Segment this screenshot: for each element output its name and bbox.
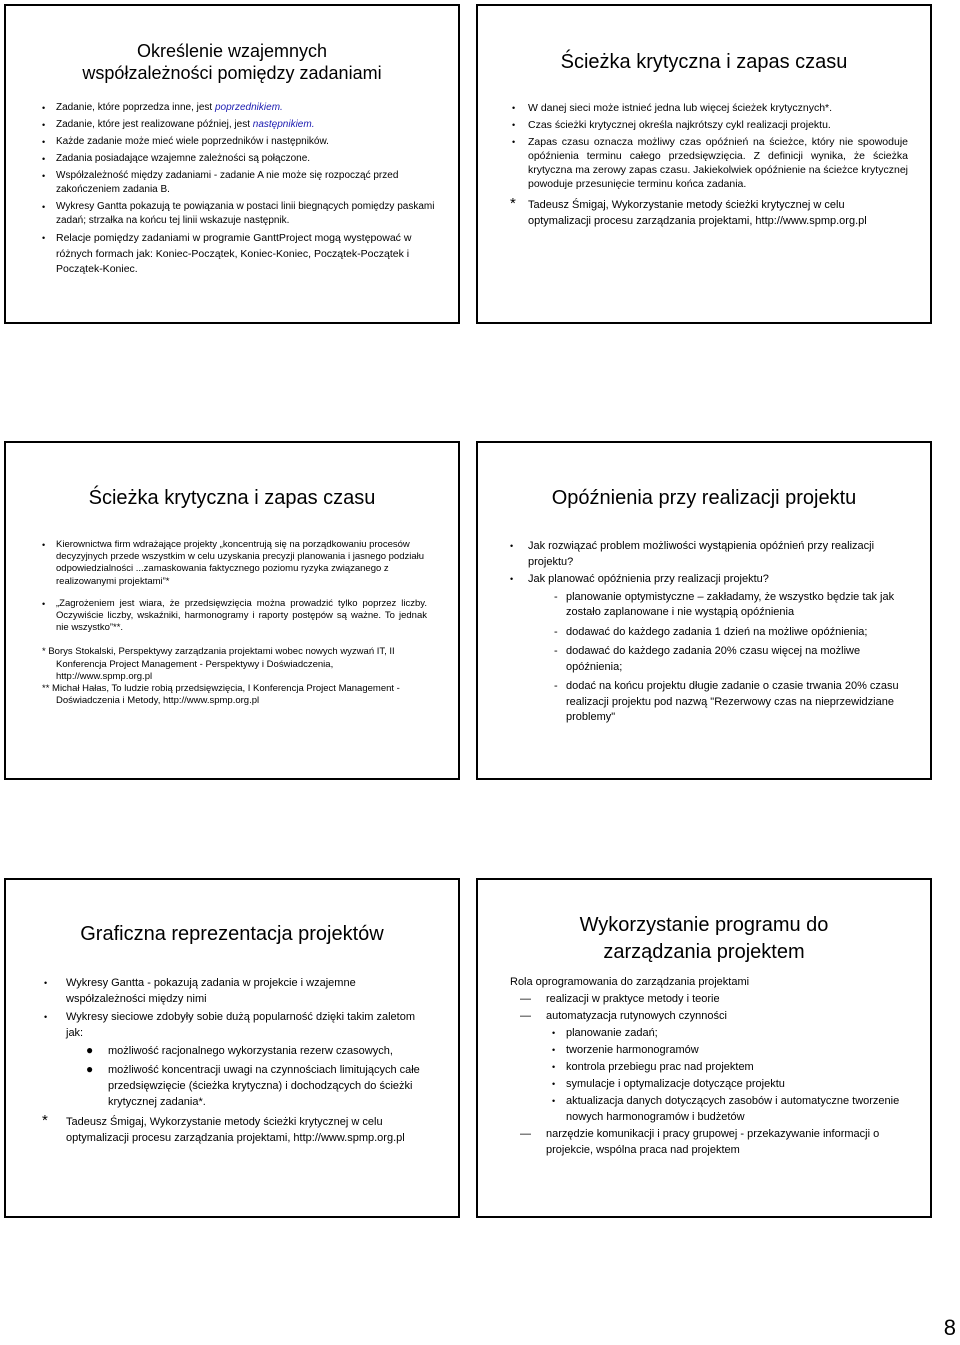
slide-body — [510, 974, 910, 1159]
list-item — [508, 590, 908, 621]
bullet-text: tworzenie harmonogramów — [566, 1044, 699, 1056]
bullet-icon: • — [552, 1045, 556, 1055]
list-item — [508, 135, 908, 191]
dash-icon: - — [554, 645, 558, 657]
list-item — [42, 598, 427, 635]
bullet-icon: • — [552, 1028, 556, 1038]
bullet-text: Zadanie, które poprzedza inne, jest — [56, 102, 215, 113]
list-item — [508, 625, 908, 641]
bullet-icon: ● — [86, 1062, 94, 1076]
bullet-text: Jak rozwiązać problem możliwości wystąpienia opóźnień przy realizacji projektu? — [528, 540, 875, 568]
bullet-list — [510, 991, 910, 1158]
slide-title: Ścieżka krytyczna i zapas czasu — [88, 487, 376, 509]
bullet-icon: • — [44, 1012, 48, 1022]
slide-4 — [476, 441, 932, 780]
asterisk-icon: * — [42, 1112, 48, 1129]
list-item — [40, 200, 440, 228]
footnote-text: Tadeusz Śmigaj, Wykorzystanie metody ścieżki krytycznej w celu optymalizacji procesu zarządzania projektami, http://www.spmp.org.pl — [528, 199, 867, 227]
list-item — [510, 1042, 910, 1058]
bullet-text: Czas ścieżki krytycznej określa najkrótszy cykl realizacji projektu. — [528, 119, 831, 131]
emphasis-text: następnikiem. — [252, 119, 315, 130]
bullet-text: aktualizacja danych dotyczących zasobów i automatyczne tworzenie nowych harmonogramów i budżetów — [566, 1095, 900, 1123]
slide-6 — [476, 878, 932, 1218]
bullet-text: realizacji w praktyce metody i teorie — [546, 993, 720, 1005]
slide-title — [6, 40, 458, 84]
bullet-icon: • — [512, 120, 516, 130]
bullet-text: W danej sieci może istnieć jedna lub więcej ścieżek krytycznych*. — [528, 102, 833, 114]
list-item — [510, 1076, 910, 1092]
bullet-icon: • — [42, 103, 46, 113]
bullet-text: Jak planować opóźnienia przy realizacji projektu? — [528, 573, 769, 585]
list-item — [42, 1009, 432, 1041]
list-item — [40, 231, 440, 278]
list-item — [508, 644, 908, 675]
bullet-icon: • — [42, 233, 46, 243]
list-item — [508, 539, 908, 570]
bullet-text: narzędzie komunikacji i pracy grupowej - przekazywanie informacji o projekcie, wspólna praca nad projektem — [546, 1128, 880, 1156]
bullet-text: możliwość koncentracji uwagi na czynnościach limitujących całe przedsięwzięcie (ścieżka krytyczna) i dochodzących do ścieżki krytycznej zadania*. — [108, 1064, 420, 1108]
bullet-text: dodać na końcu projektu długie zadanie o czasie trwania 20% czasu realizacji projektu pod nazwą "Rezerwowy czas na nieprzewidziane problemy" — [566, 680, 899, 723]
footnote: ** Michał Hałas, To ludzie robią przedsięwzięcia, I Konferencja Project Management - Doświadczenia i Metody, http://www.spmp.org.pl — [42, 683, 400, 707]
dash-icon: - — [554, 625, 558, 638]
bullet-text: „Zagrożeniem jest wiara, że przedsięwzięcia można prowadzić tylko poprzez liczby. Oczywiście liczby, wskaźniki, harmonogramy i raporty postępów są ważne. To jednak nie wszystko”**. — [56, 597, 427, 634]
list-item — [40, 118, 440, 132]
bullet-text: Każde zadanie może mieć wiele poprzedników i następników. — [56, 136, 329, 147]
slide-title — [478, 912, 930, 966]
bullet-list — [42, 975, 432, 1110]
bullet-icon: • — [512, 103, 516, 113]
list-item — [510, 1059, 910, 1075]
list-item — [42, 1062, 432, 1110]
bullet-text: Zapas czasu oznacza możliwy czas opóźnień na ścieżce, który nie spowoduje opóźnienia terminu całego przedsięwzięcia. Z definicji wynika, że ścieżka krytyczna ma zerowy zapas czasu. Jakiekolwiek opóźnienie na ścieżce krytycznej powoduje przesunięcie terminu końca zadania. — [528, 136, 908, 190]
slide-3 — [4, 441, 460, 780]
list-item — [40, 101, 440, 115]
bullet-text: Zadanie, które jest realizowane później, jest — [56, 119, 253, 130]
bullet-text: symulacje i optymalizacje dotyczące projektu — [566, 1078, 785, 1090]
list-item — [510, 1025, 910, 1041]
footnote-text: Tadeusz Śmigaj, Wykorzystanie metody ścieżki krytycznej w celu optymalizacji procesu zarządzania projektami, http://www.spmp.org.pl — [66, 1116, 405, 1144]
bullet-icon: • — [42, 120, 46, 130]
list-item — [510, 991, 910, 1007]
bullet-icon: • — [44, 978, 48, 988]
bullet-icon: • — [510, 541, 514, 551]
title-line: zarządzania projektem — [603, 941, 805, 963]
bullet-list — [40, 101, 440, 281]
asterisk-icon: * — [510, 195, 516, 212]
list-item — [508, 679, 908, 726]
footnote: * Borys Stokalski, Perspektywy zarządzania projektami wobec nowych wyzwań IT, II Konferencja Project Management - Perspektywy i Doświadczenia, http://www.spmp.org.pl — [42, 646, 395, 682]
bullet-icon: • — [552, 1062, 556, 1072]
bullet-text: Współzależność między zadaniami - zadanie A nie może się rozpocząć przed zakończeniem zadania B. — [56, 170, 399, 195]
slide-title: Opóźnienia przy realizacji projektu — [551, 487, 857, 509]
dash-icon: - — [554, 680, 558, 692]
list-item — [42, 539, 427, 588]
bullet-text: dodawać do każdego zadania 1 dzień na możliwe opóźnienia; — [566, 625, 868, 638]
footnote — [508, 197, 908, 229]
slide-1 — [4, 4, 460, 324]
bullet-text: automatyzacja rutynowych czynności — [546, 1010, 727, 1022]
slide-title: Ścieżka krytyczna i zapas czasu — [560, 51, 848, 73]
bullet-icon: • — [510, 574, 514, 584]
list-item — [508, 101, 908, 115]
emphasis-text: poprzednikiem. — [214, 102, 283, 113]
bullet-text: Kierownictwa firm wdrażające projekty „koncentrują się na porządkowaniu procesów decyzyjnych przede wszystkim w celu uzyskania precyzji planowania i jasnego podziału odpowiedzialności ...zamaskowania faktycznego poziomu ryzyka związanego z realizowanymi projektami”* — [56, 539, 425, 587]
bullet-icon: • — [552, 1079, 556, 1089]
title-line: współzależności pomiędzy zadaniami — [82, 63, 382, 83]
list-item — [42, 975, 432, 1007]
bullet-icon: • — [42, 598, 46, 609]
footnote — [42, 1114, 432, 1146]
bullet-text: możliwość racjonalnego wykorzystania rezerw czasowych, — [108, 1045, 393, 1057]
list-item — [40, 169, 440, 197]
slide-5 — [4, 878, 460, 1218]
bullet-icon: ● — [86, 1043, 94, 1057]
slide-body — [42, 539, 427, 707]
list-item — [510, 1126, 910, 1158]
slide-title: Graficzna reprezentacja projektów — [80, 923, 384, 945]
bullet-icon: • — [42, 154, 46, 164]
dash-icon: - — [554, 590, 558, 603]
bullet-text: planowanie optymistyczne – zakładamy, że wszystko będzie tak jak zostało zaplanowane i nie wystąpią opóźnienia — [566, 590, 895, 618]
slide-body — [42, 975, 432, 1146]
list-item — [508, 118, 908, 132]
bullet-text: kontrola przebiegu prac nad projektem — [566, 1061, 754, 1073]
title-line: Wykorzystanie programu do — [579, 914, 829, 936]
bullet-list — [508, 539, 908, 730]
title-line: Określenie wzajemnych — [136, 41, 328, 61]
list-item — [510, 1008, 910, 1024]
list-item — [40, 152, 440, 166]
slide-2 — [476, 4, 932, 324]
bullet-text: Zadania posiadające wzajemne zależności są połączone. — [56, 153, 311, 164]
bullet-icon: • — [512, 137, 516, 147]
dash-icon: — — [520, 1010, 531, 1022]
bullet-icon: • — [552, 1096, 556, 1106]
bullet-text: Relacje pomiędzy zadaniami w programie GanttProject mogą występować w różnych formach jak: Koniec-Początek, Koniec-Koniec, Początek-Początek i Początek-Koniec. — [56, 232, 412, 275]
bullet-icon: • — [42, 171, 46, 181]
list-item — [40, 135, 440, 149]
bullet-list — [42, 539, 427, 634]
lead-text: Rola oprogramowania do zarządzania projektami — [510, 976, 750, 988]
bullet-text: Wykresy Gantta - pokazują zadania w projekcie i wzajemne współzależności między nimi — [66, 977, 356, 1005]
list-item — [508, 572, 908, 588]
list-item — [42, 1043, 432, 1059]
bullet-text: dodawać do każdego zadania 20% czasu więcej na możliwe opóźnienia; — [566, 645, 861, 673]
bullet-icon: • — [42, 540, 46, 550]
bullet-icon: • — [42, 202, 46, 212]
bullet-list — [508, 101, 908, 191]
bullet-icon: • — [42, 137, 46, 147]
page-number: 8 — [943, 1315, 956, 1340]
dash-icon: — — [520, 993, 531, 1005]
slide-body — [508, 101, 908, 229]
bullet-text: planowanie zadań; — [566, 1027, 658, 1039]
dash-icon: — — [520, 1128, 531, 1140]
list-item — [510, 1093, 910, 1125]
bullet-text: Wykresy sieciowe zdobyły sobie dużą popularność dzięki takim zaletom jak: — [66, 1011, 415, 1039]
bullet-text: Wykresy Gantta pokazują te powiązania w postaci linii biegnących pomiędzy paskami zadań; strzałka na końcu tej linii wskazuje następnik. — [56, 201, 435, 226]
